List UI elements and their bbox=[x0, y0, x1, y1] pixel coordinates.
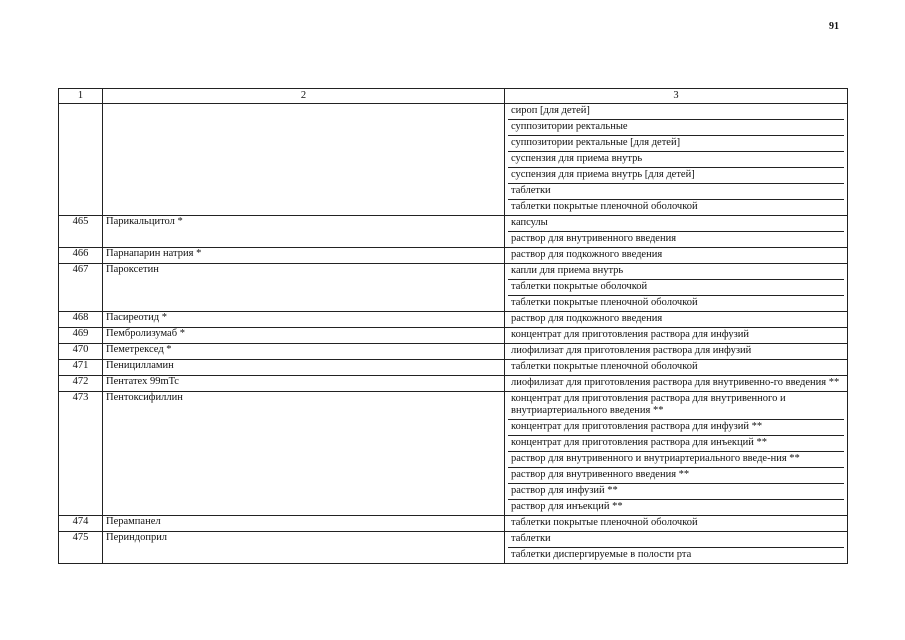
dosage-form: таблетки покрытые пленочной оболочкой bbox=[511, 517, 698, 528]
dosage-forms-cell bbox=[505, 392, 848, 516]
dosage-forms-cell bbox=[505, 312, 848, 328]
row-number bbox=[59, 104, 103, 216]
table-row bbox=[59, 216, 848, 248]
header-col-1: 1 bbox=[59, 89, 103, 104]
dosage-forms-cell bbox=[505, 216, 848, 248]
dosage-forms-cell bbox=[505, 532, 848, 564]
drug-name: Пембролизумаб * bbox=[103, 328, 505, 344]
dosage-forms-cell bbox=[505, 264, 848, 312]
drug-name bbox=[103, 104, 505, 216]
dosage-form: таблетки bbox=[508, 532, 844, 548]
row-number: 468 bbox=[59, 312, 103, 328]
dosage-form: концентрат для приготовления раствора для внутривенного и внутриартериального введения ** bbox=[508, 392, 844, 420]
dosage-form: концентрат для приготовления раствора для инфузий bbox=[511, 329, 749, 340]
table-row bbox=[59, 344, 848, 360]
table-row bbox=[59, 376, 848, 392]
row-number: 466 bbox=[59, 248, 103, 264]
page-number: 91 bbox=[829, 21, 839, 32]
drug-name: Перампанел bbox=[103, 516, 505, 532]
dosage-form: раствор для внутривенного введения bbox=[511, 233, 677, 244]
dosage-form: суппозитории ректальные [для детей] bbox=[508, 136, 844, 152]
row-number: 467 bbox=[59, 264, 103, 312]
dosage-forms-cell bbox=[505, 360, 848, 376]
table-row bbox=[59, 248, 848, 264]
dosage-form: лиофилизат для приготовления раствора для инфузий bbox=[511, 345, 752, 356]
dosage-form: таблетки диспергируемые в полости рта bbox=[511, 549, 692, 560]
dosage-forms-cell bbox=[505, 376, 848, 392]
table-row bbox=[59, 312, 848, 328]
drug-name: Пеметрексед * bbox=[103, 344, 505, 360]
table-row bbox=[59, 516, 848, 532]
dosage-form: капли для приема внутрь bbox=[508, 264, 844, 280]
dosage-form: таблетки покрытые пленочной оболочкой bbox=[511, 201, 698, 212]
dosage-form: капсулы bbox=[508, 216, 844, 232]
table-row bbox=[59, 328, 848, 344]
drug-name: Пентоксифиллин bbox=[103, 392, 505, 516]
table-row bbox=[59, 360, 848, 376]
dosage-forms-cell bbox=[505, 344, 848, 360]
dosage-form: таблетки покрытые оболочкой bbox=[508, 280, 844, 296]
dosage-form: раствор для инъекций ** bbox=[511, 501, 623, 512]
drug-name: Парнапарин натрия * bbox=[103, 248, 505, 264]
table-row bbox=[59, 104, 848, 216]
dosage-form: таблетки покрытые пленочной оболочкой bbox=[511, 361, 698, 372]
drug-name: Пароксетин bbox=[103, 264, 505, 312]
dosage-forms-cell bbox=[505, 516, 848, 532]
dosage-forms-cell bbox=[505, 328, 848, 344]
dosage-form: раствор для подкожного введения bbox=[511, 249, 663, 260]
row-number: 474 bbox=[59, 516, 103, 532]
dosage-form: раствор для внутривенного и внутриартериального введе-ния ** bbox=[508, 452, 844, 468]
drug-name: Периндоприл bbox=[103, 532, 505, 564]
row-number: 471 bbox=[59, 360, 103, 376]
drug-name: Пасиреотид * bbox=[103, 312, 505, 328]
row-number: 470 bbox=[59, 344, 103, 360]
dosage-forms-cell bbox=[505, 104, 848, 216]
table-row bbox=[59, 264, 848, 312]
dosage-form: таблетки покрытые пленочной оболочкой bbox=[511, 297, 698, 308]
dosage-form: концентрат для приготовления раствора для инъекций ** bbox=[508, 436, 844, 452]
header-row bbox=[59, 89, 848, 104]
drug-name: Пеницилламин bbox=[103, 360, 505, 376]
drug-name: Пентатех 99mTc bbox=[103, 376, 505, 392]
table-row bbox=[59, 532, 848, 564]
drug-table bbox=[58, 88, 848, 564]
header-col-2: 2 bbox=[103, 89, 505, 104]
header-col-3: 3 bbox=[505, 89, 848, 104]
row-number: 465 bbox=[59, 216, 103, 248]
row-number: 473 bbox=[59, 392, 103, 516]
dosage-form: раствор для внутривенного введения ** bbox=[508, 468, 844, 484]
row-number: 475 bbox=[59, 532, 103, 564]
drug-name: Парикальцитол * bbox=[103, 216, 505, 248]
dosage-form: лиофилизат для приготовления раствора для внутривенно-го введения ** bbox=[511, 377, 840, 388]
dosage-form: раствор для инфузий ** bbox=[508, 484, 844, 500]
dosage-forms-cell bbox=[505, 248, 848, 264]
table-row bbox=[59, 392, 848, 516]
dosage-form: суспензия для приема внутрь [для детей] bbox=[508, 168, 844, 184]
row-number: 472 bbox=[59, 376, 103, 392]
row-number: 469 bbox=[59, 328, 103, 344]
dosage-form: суспензия для приема внутрь bbox=[508, 152, 844, 168]
dosage-form: суппозитории ректальные bbox=[508, 120, 844, 136]
dosage-form: раствор для подкожного введения bbox=[511, 313, 663, 324]
dosage-form: сироп [для детей] bbox=[508, 104, 844, 120]
dosage-form: таблетки bbox=[508, 184, 844, 200]
dosage-form: концентрат для приготовления раствора для инфузий ** bbox=[508, 420, 844, 436]
